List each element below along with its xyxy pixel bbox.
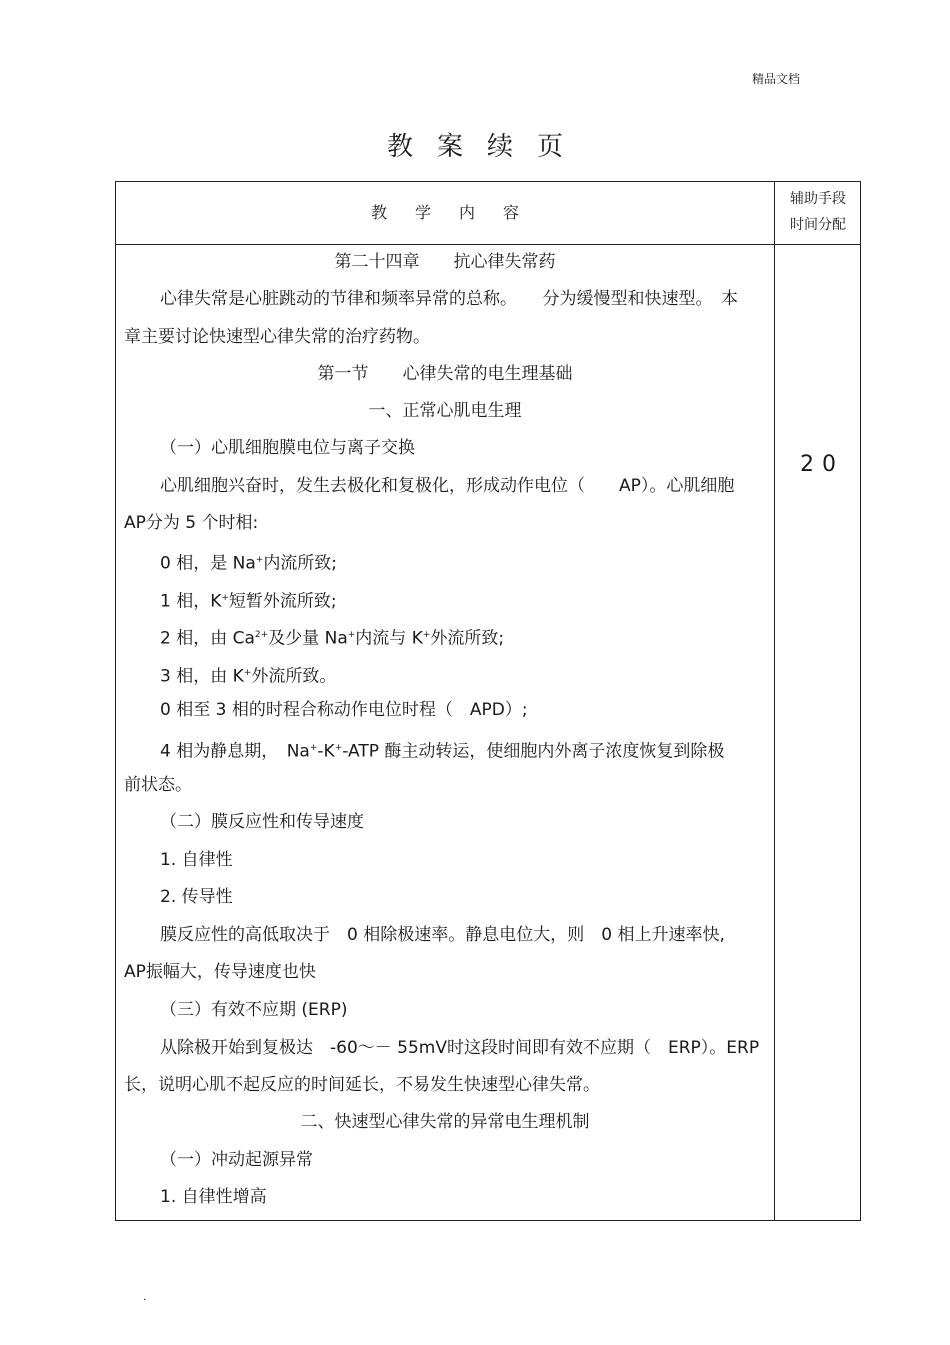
superscript: + — [347, 630, 356, 640]
paragraph-3a: 从除极开始到复极达 -60～－ 55mV时这段时间即有效不应期（ ERP）。ERP — [160, 1038, 760, 1058]
header-aids: 辅助手段 — [790, 191, 846, 207]
superscript: + — [221, 593, 229, 603]
superscript: + — [422, 630, 431, 640]
footer-dot: . — [143, 1292, 147, 1303]
page-title: 教案续页 — [386, 132, 587, 162]
column-divider — [774, 181, 775, 1221]
header-time: 时间分配 — [790, 217, 846, 233]
phase-2-line — [160, 624, 504, 650]
heading-1: （一）心肌细胞膜电位与离子交换 — [160, 438, 415, 458]
heading-2: （二）膜反应性和传导速度 — [160, 812, 364, 832]
header-content: 教学内容 — [370, 203, 547, 222]
phase-2-text-b: 及少量 Na — [268, 628, 348, 649]
phase-1-text-end: 短暂外流所致; — [228, 591, 337, 612]
apd-line: 0 相至 3 相的时程合称动作电位时程（ APD）; — [160, 700, 528, 720]
phase-3-text: 3 相，由 K — [160, 666, 244, 687]
header-divider — [115, 244, 861, 245]
phase-0-text: 0 相，是 Na — [160, 553, 256, 574]
phase-4-text: 4 相为静息期， Na — [160, 741, 310, 762]
intro-line-2: 章主要讨论快速型心律失常的治疗药物。 — [124, 327, 430, 347]
heading-4: （一）冲动起源异常 — [160, 1150, 313, 1170]
phase-4-line — [160, 737, 724, 763]
phase-1-text: 1 相，K — [160, 591, 222, 612]
item-automaticity: 1. 自律性 — [160, 850, 233, 870]
intro-line-1: 心律失常是心脏跳动的节律和频率异常的总称。 分为缓慢型和快速型。 本 — [160, 289, 738, 309]
phase-3-text-end: 外流所致。 — [251, 666, 337, 687]
section-title: 第一节 心律失常的电生理基础 — [317, 364, 573, 384]
phase-3-line — [160, 662, 336, 688]
subsection-title-2: 二、快速型心律失常的异常电生理机制 — [300, 1112, 590, 1132]
superscript: + — [243, 668, 252, 678]
phase-2-text: 2 相，由 Ca — [160, 628, 255, 649]
superscript: 2+ — [254, 630, 269, 640]
superscript: + — [309, 743, 318, 753]
paragraph-2b: AP振幅大，传导速度也快 — [124, 962, 316, 982]
phase-2-text-d: 外流所致; — [430, 628, 505, 649]
phase-2-text-c: 内流与 K — [355, 628, 423, 649]
item-increased-automaticity: 1. 自律性增高 — [160, 1187, 267, 1207]
phase-4-text-c: -ATP 酶主动转运，使细胞内外离子浓度恢复到除极 — [342, 741, 725, 762]
subsection-title-1: 一、正常心肌电生理 — [368, 401, 522, 421]
phase-1-line — [160, 587, 337, 613]
watermark-text: 精品文档 — [752, 72, 801, 86]
time-allocation: 20 — [800, 452, 844, 477]
phase-0-line — [160, 549, 337, 575]
paragraph-2a: 膜反应性的高低取决于 0 相除极速率。静息电位大，则 0 相上升速率快, — [160, 925, 725, 945]
paragraph-3b: 长，说明心肌不起反应的时间延长，不易发生快速型心律失常。 — [124, 1075, 600, 1095]
item-conductivity: 2. 传导性 — [160, 887, 233, 907]
paragraph-1b: AP分为 5 个时相: — [124, 513, 259, 533]
paragraph-1a: 心肌细胞兴奋时，发生去极化和复极化，形成动作电位（ AP）。心肌细胞 — [160, 476, 735, 496]
superscript: + — [334, 743, 343, 753]
phase-4-line-2: 前状态。 — [124, 775, 192, 795]
chapter-title: 第二十四章 抗心律失常药 — [334, 252, 556, 272]
phase-0-text-end: 内流所致; — [263, 553, 338, 574]
phase-4-text-b: -K — [317, 741, 335, 762]
heading-3: （三）有效不应期 (ERP) — [160, 1000, 348, 1020]
superscript: + — [255, 555, 264, 565]
